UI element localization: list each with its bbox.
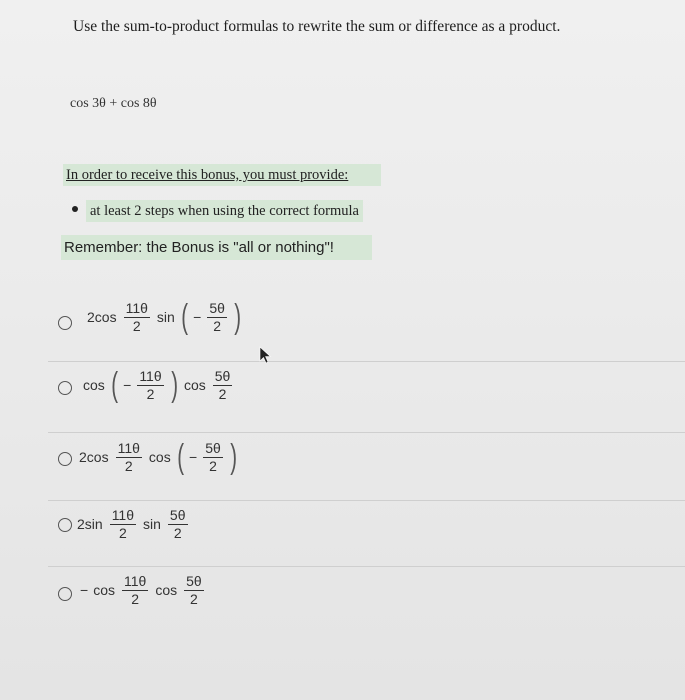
left-paren-icon: ( [181, 298, 188, 336]
minus-sign-icon: − [80, 582, 89, 599]
mouse-pointer-icon [258, 346, 274, 364]
function-text: sin [143, 516, 161, 533]
coefficient-text: 2cos [87, 309, 117, 325]
fraction-1: $\frac{11\theta}{2}$ [123, 573, 147, 607]
fraction-1: $\frac{11\theta}{2}$ [125, 299, 148, 334]
option-divider [48, 566, 685, 567]
coefficient-text: 2sin [77, 516, 103, 533]
option-1-formula [84, 300, 244, 334]
option-4-formula [74, 508, 192, 540]
left-paren-icon: ( [111, 366, 118, 404]
answer-option-3[interactable] [58, 438, 618, 498]
function-text: sin [156, 309, 175, 325]
question-text: Use the sum-to-product formulas to rewrite the sum or difference as a product. [73, 18, 561, 35]
fraction-1: $\frac{11\theta}{2}$ [111, 507, 135, 541]
fraction-2: $\frac{5\theta}{2}$ [169, 507, 186, 541]
answer-option-5[interactable] [58, 572, 618, 632]
right-paren-icon: ) [170, 366, 178, 404]
bullet-icon [72, 206, 78, 212]
option-5-formula [78, 574, 208, 606]
fraction-1: $\frac{11\theta}{2}$ [117, 439, 140, 474]
radio-button-1[interactable] [58, 316, 72, 330]
function-text: cos [83, 377, 105, 393]
fraction-2: $\frac{5\theta}{2}$ [214, 367, 231, 402]
function-text: cos [183, 377, 206, 393]
minus-sign-icon: − [189, 449, 198, 465]
radio-button-4[interactable] [58, 518, 72, 532]
fraction-2: $\frac{5\theta}{2}$ [186, 573, 202, 607]
bonus-remember: Remember: the Bonus is "all or nothing"! [61, 235, 372, 260]
answer-option-4[interactable] [58, 506, 618, 566]
option-2-formula [80, 368, 236, 402]
function-text: cos [148, 449, 171, 465]
answer-option-1[interactable] [58, 296, 618, 356]
coefficient-text: cos [93, 582, 115, 599]
expression-text: cos 3θ + cos 8θ [70, 96, 157, 111]
bonus-instruction: In order to receive this bonus, you must provide: [63, 164, 381, 186]
answer-option-2[interactable] [58, 366, 618, 426]
bonus-bullet: at least 2 steps when using the correct formula [86, 200, 363, 222]
fraction-2: $\frac{5\theta}{2}$ [209, 299, 225, 334]
right-paren-icon: ) [230, 438, 237, 476]
right-paren-icon: ) [234, 298, 241, 336]
coefficient-text: 2cos [79, 449, 109, 465]
radio-button-2[interactable] [58, 381, 72, 395]
minus-sign-icon: − [123, 377, 132, 393]
radio-button-3[interactable] [58, 452, 72, 466]
option-divider [48, 432, 685, 433]
left-paren-icon: ( [176, 438, 184, 476]
function-text: cos [155, 582, 178, 599]
minus-sign-icon: − [193, 309, 202, 325]
option-divider [48, 361, 685, 362]
fraction-1: $\frac{11\theta}{2}$ [139, 367, 162, 402]
fraction-2: $\frac{5\theta}{2}$ [205, 439, 221, 474]
option-3-formula [76, 440, 240, 474]
option-divider [48, 500, 685, 501]
radio-button-5[interactable] [58, 587, 72, 601]
